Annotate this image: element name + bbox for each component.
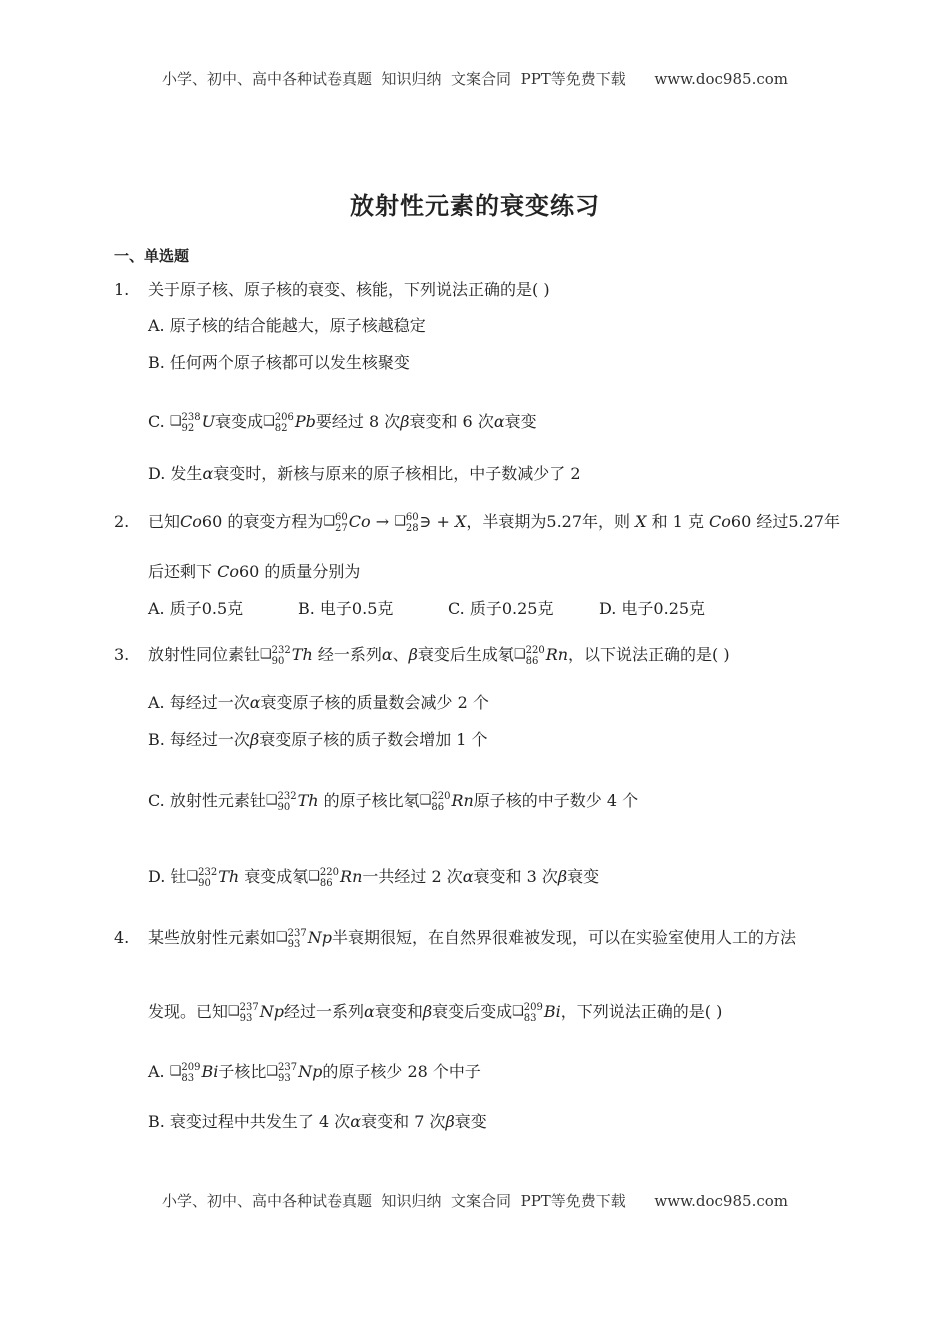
option-label: C.	[148, 412, 170, 431]
question-stem: 关于原子核、原子核的衰变、核能，下列说法正确的是( )	[148, 280, 550, 299]
isotope-numbers: 60 27	[335, 511, 348, 534]
placeholder-box-icon: ❑	[228, 1004, 240, 1019]
isotope-numbers: 220 86	[319, 866, 340, 889]
isotope-numbers: 206 82	[274, 411, 294, 434]
element-symbol: Pb	[294, 412, 316, 431]
section-heading: 一、单选题	[114, 247, 190, 265]
isotope-numbers: 60 28	[405, 511, 419, 534]
option-d: D. 电子0.25克	[599, 599, 706, 618]
isotope-numbers: 209 83	[181, 1061, 201, 1084]
placeholder-box-icon: ❑	[265, 793, 278, 808]
placeholder-box-icon: ❑	[419, 793, 432, 808]
placeholder-box-icon: ❑	[186, 869, 199, 884]
option-b: B. 任何两个原子核都可以发生核聚变	[148, 353, 410, 372]
page-title: 放射性元素的衰变练习	[350, 191, 600, 220]
option-c: C. ❑ 238 92 U衰变成❑ 206 82 Pb要经过 8 次β衰变和 6 次α衰变	[148, 411, 537, 434]
option-a: A. 原子核的结合能越大，原子核越稳定	[148, 316, 426, 335]
question-stem: 已知Co60 的衰变方程为❑ 60 27 Co → ❑ 60 28 ∋ + X，半衰期为5.27年，则 X 和 1 克 Co60 经过5.27年	[148, 511, 840, 534]
placeholder-box-icon: ❑	[512, 1004, 524, 1019]
placeholder-box-icon: ❑	[276, 930, 288, 945]
isotope-numbers: 232 90	[277, 790, 297, 813]
placeholder-box-icon: ❑	[323, 514, 335, 529]
isotope-numbers: 232 90	[271, 644, 291, 667]
placeholder-box-icon: ❑	[260, 647, 272, 662]
question-stem-continued: 发现。已知❑ 237 93 Np经过一系列α衰变和β衰变后变成❑ 209 83 Bi，下列说法正确的是( )	[148, 1001, 723, 1024]
placeholder-box-icon: ❑	[266, 1064, 279, 1079]
option-c: C. 放射性元素钍❑ 232 90 Th 的原子核比氡❑ 220 86 Rn原子核的中子数少 4 个	[148, 790, 639, 813]
option-b: B. 衰变过程中共发生了 4 次α衰变和 7 次β衰变	[148, 1112, 487, 1131]
isotope-numbers: 237 93	[239, 1001, 259, 1024]
question-number: 1.	[114, 280, 130, 299]
question-number: 2.	[114, 512, 130, 531]
page-footer: 小学、初中、高中各种试卷真题 知识归纳 文案合同 PPT等免费下载 www.doc985.com	[161, 1192, 788, 1210]
isotope-numbers: 209 83	[523, 1001, 543, 1024]
isotope-numbers: 237 93	[287, 927, 307, 950]
question-stem: 放射性同位素钍❑ 232 90 Th 经一系列α、β衰变后生成氡❑ 220 86 Rn，以下说法正确的是( )	[148, 644, 730, 667]
isotope-numbers: 220 86	[431, 790, 451, 813]
placeholder-box-icon: ❑	[169, 414, 182, 429]
isotope-numbers: 220 86	[525, 644, 545, 667]
option-c: C. 质子0.25克	[448, 599, 554, 618]
option-a: A. 质子0.5克	[148, 599, 244, 618]
option-b: B. 电子0.5克	[298, 599, 394, 618]
option-d: D. 发生α衰变时，新核与原来的原子核相比，中子数减少了 2	[148, 464, 581, 483]
placeholder-box-icon: ❑	[308, 869, 320, 884]
placeholder-box-icon: ❑	[394, 514, 406, 529]
placeholder-box-icon: ❑	[169, 1064, 182, 1079]
question-stem-continued: 后还剩下 Co60 的质量分别为	[148, 562, 361, 581]
isotope-numbers: 237 93	[278, 1061, 298, 1084]
option-d: D. 钍❑ 232 90 Th 衰变成氡❑ 220 86 Rn一共经过 2 次α衰变和 3 次β衰变	[148, 866, 600, 889]
option-a: A. ❑ 209 83 Bi子核比❑ 237 93 Np的原子核少 28 个中子	[148, 1061, 481, 1084]
placeholder-box-icon: ❑	[263, 414, 275, 429]
option-a: A. 每经过一次α衰变原子核的质量数会减少 2 个	[148, 693, 489, 712]
question-stem: 某些放射性元素如❑ 237 93 Np半衰期很短，在自然界很难被发现，可以在实验室使用人工的方法	[148, 927, 797, 950]
element-symbol: U	[201, 412, 216, 431]
isotope-numbers: 238 92	[181, 411, 201, 434]
isotope-numbers: 232 90	[198, 866, 218, 889]
page-header: 小学、初中、高中各种试卷真题 知识归纳 文案合同 PPT等免费下载 www.doc985.com	[161, 70, 788, 88]
option-b: B. 每经过一次β衰变原子核的质子数会增加 1 个	[148, 730, 488, 749]
placeholder-box-icon: ❑	[513, 647, 526, 662]
question-number: 4.	[114, 928, 130, 947]
question-number: 3.	[114, 645, 130, 664]
